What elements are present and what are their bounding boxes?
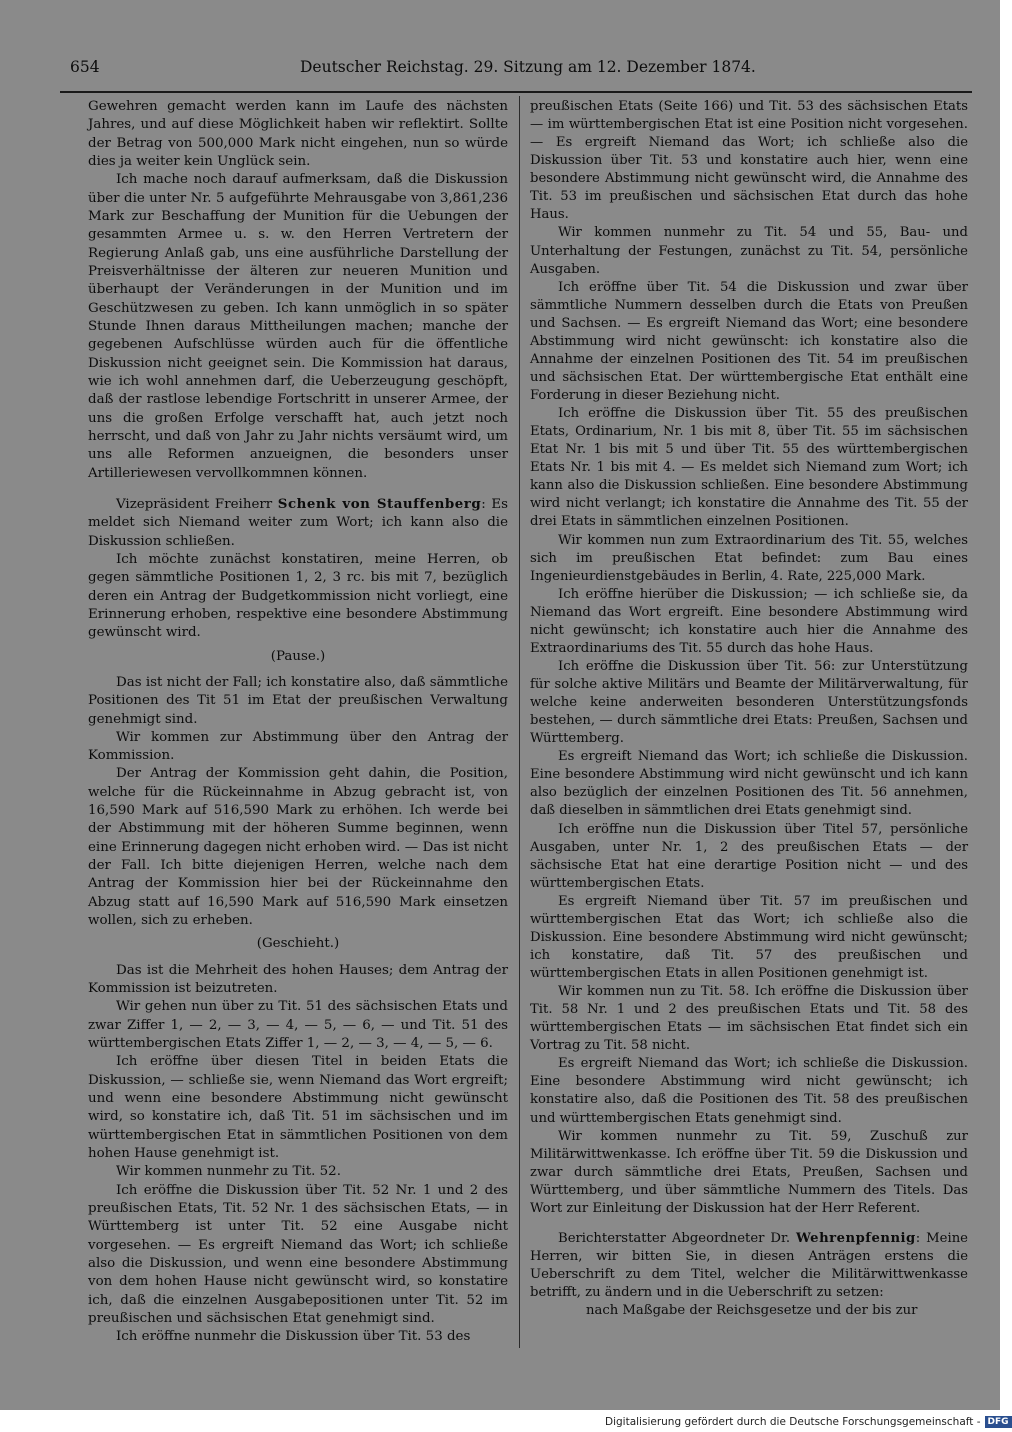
- paragraph: Das ist die Mehrheit des hohen Hauses; dem Antrag der Kommission ist beizutreten.: [88, 962, 508, 997]
- paragraph: Wir gehen nun über zu Tit. 51 des sächsischen Etats und zwar Ziffer 1, — 2, — 3, — 4, — 5, — 6, — und Tit. 51 des württembergischen Etats Ziffer 1, — 2, — 3, — 4, — 5, — 6.: [88, 999, 508, 1052]
- speaker-paragraph: [88, 495, 508, 551]
- paragraph: Der Antrag der Kommission geht dahin, die Position, welche für die Rückeinnahme in Abzug gebracht ist, von 16,590 Mark auf 516,590 Mark zu erhöhen. Ich werde bei der Abstimmung mit der höheren Summe beginnen, wenn eine Erinnerung dagegen nicht erhoben wird. — Das ist nicht der Fall. Ich bitte diejenigen Herren, welche nach dem Antrag der Kommission hier bei der Rückeinnahme den Abzug statt auf 16,590 Mark auf 516,590 Mark einsetzen wollen, sich zu erheben.: [88, 766, 508, 929]
- paragraph: Ich eröffne über Tit. 54 die Diskussion und zwar über sämmtliche Nummern desselben durch die Etats von Preußen und Sachsen. — Es ergreift Niemand das Wort; eine besondere Abstimmung wird nicht gewünscht: ich konstatire also die Annahme der einzelnen Positionen des Tit. 54 im preußischen und sächsischen Etat. Der württembergische Etat enthält eine Forderung in dieser Beziehung nicht.: [530, 279, 968, 403]
- column-divider: [519, 96, 520, 1348]
- speaker-text: : Meine Herren, wir bitten Sie, in diesen Anträgen erstens die Ueberschrift zu dem Titel, welcher die Militärwittwenkasse betrifft, zu ändern und in die Ueberschrift zu setzen:: [530, 1230, 968, 1301]
- paragraph: Ich eröffne über diesen Titel in beiden Etats die Diskussion, — schließe sie, wenn Niemand das Wort ergreift; und wenn eine besondere Abstimmung nicht gewünscht wird, so konstatire ich, daß Tit. 51 im sächsischen und im württembergischen Etat in sämmtlichen Positionen von dem hohen Hause genehmigt ist.: [88, 1054, 508, 1162]
- left-column: [88, 98, 508, 1347]
- stage-direction: (Pause.): [270, 648, 326, 664]
- paragraph: Ich eröffne die Diskussion über Tit. 55 des preußischen Etats, Ordinarium, Nr. 1 bis mit 8, über Tit. 55 im sächsischen Etat Nr. 1 bis mit 5 und über Tit. 55 des württembergischen Etats Nr. 1 bis mit 4. — Es meldet sich Niemand zum Wort; ich kann also die Diskussion schließen. Eine besondere Abstimmung wird nicht verlangt; ich konstatire die Annahme des Tit. 55 der drei Etats in sämmtlichen einzelnen Positionen.: [530, 406, 968, 530]
- paragraph: Ich eröffne nun die Diskussion über Titel 57, persönliche Ausgaben, unter Nr. 1, 2 des preußischen Etats — der sächsische Etat hat eine derartige Position nicht — und des württembergischen Etats.: [530, 821, 968, 891]
- header-rule: [60, 91, 972, 93]
- paragraph: Ich eröffne die Diskussion über Tit. 52 Nr. 1 und 2 des preußischen Etats, Tit. 52 Nr. 1 des sächsischen Etats, — in Württemberg ist unter Tit. 52 eine Ausgabe nicht vorgesehen. — Es ergreift Niemand das Wort; ich schließe also die Diskussion, und wenn eine besondere Abstimmung von dem hohen Hause nicht gewünscht wird, so konstatire ich, daß die einzelnen Ausgabepositionen unter Tit. 52 im preußischen und sächsischen Etat genehmigt sind.: [88, 1182, 508, 1326]
- dfg-logo: DFG: [985, 1416, 1012, 1428]
- paragraph: nach Maßgabe der Reichsgesetze und der bis zur: [586, 1303, 918, 1319]
- paragraph: Das ist nicht der Fall; ich konstatire also, daß sämmtliche Positionen des Tit 51 im Etat der preußischen Verwaltung genehmigt sind.: [88, 674, 508, 727]
- paragraph: Ich eröffne nunmehr die Diskussion über Tit. 53 des: [116, 1329, 471, 1345]
- paragraph: Wir kommen nunmehr zu Tit. 52.: [116, 1164, 341, 1180]
- credit-text: Digitalisierung gefördert durch die Deutsche Forschungsgemeinschaft -: [605, 1416, 981, 1428]
- digitization-credit: [605, 1412, 1009, 1432]
- speaker-role: Berichterstatter Abgeordneter Dr.: [558, 1230, 796, 1246]
- paragraph: Wir kommen nunmehr zu Tit. 54 und 55, Bau- und Unterhaltung der Festungen, zunächst zu Tit. 54, persönliche Ausgaben.: [530, 225, 968, 277]
- paragraph: Gewehren gemacht werden kann im Laufe des nächsten Jahres, und auf diese Möglichkeit haben wir reflektirt. Sollte der Betrag von 500,000 Mark nicht eingehen, nun so würde dies ja weiter kein Unglück sein.: [88, 99, 508, 169]
- paragraph: Wir kommen nun zum Extraordinarium des Tit. 55, welches sich im preußischen Etat befindet: zum Bau eines Ingenieurdienstgebäudes in Berlin, 4. Rate, 225,000 Mark.: [530, 532, 968, 584]
- paragraph: Wir kommen nun zu Tit. 58. Ich eröffne die Diskussion über Tit. 58 Nr. 1 und 2 des preußischen Etats und Tit. 58 des württembergischen Etats — im sächsischen Etat findet sich ein Vortrag zu Tit. 58 nicht.: [530, 984, 968, 1054]
- stage-direction: (Geschieht.): [256, 936, 340, 952]
- speaker-paragraph: [530, 1230, 968, 1302]
- speaker-name: Schenk von Stauffenberg: [277, 495, 482, 512]
- paragraph: Wir kommen zur Abstimmung über den Antrag der Kommission.: [88, 729, 508, 764]
- paragraph: Es ergreift Niemand über Tit. 57 im preußischen und württembergischen Etat das Wort; ich schließe also die Diskussion. Eine besondere Abstimmung wird nicht gewünscht; ich konstatire, daß Tit. 57 des preußischen und württembergischen Etats in allen Positionen genehmigt ist.: [530, 893, 968, 981]
- paragraph: Ich möchte zunächst konstatiren, meine Herren, ob gegen sämmtliche Positionen 1, 2, 3 rc. bis mit 7, bezüglich deren ein Antrag der Budgetkommission nicht vorliegt, eine Erinnerung erhoben, respektive eine besondere Abstimmung gewünscht wird.: [88, 551, 508, 641]
- paragraph: Ich mache noch darauf aufmerksam, daß die Diskussion über die unter Nr. 5 aufgeführte Mehrausgabe von 3,861,236 Mark zur Beschaffung der Munition für die Uebungen der gesammten Armee u. s. w. den Herren Vertretern der Regierung Anlaß gab, uns eine ausführliche Darstellung der Preisverhältnisse der älteren zur neueren Munition und überhaupt der Veränderungen in der Munition und im Geschützwesen zu geben. Ich kann unmöglich in so später Stunde Ihnen daraus Mittheilungen machen; manche der gegebenen Aufschlüsse würden auch für die öffentliche Diskussion nicht geeignet sein. Die Kommission hat daraus, wie ich wohl annehmen darf, die Ueberzeugung geschöpft, daß der rastlose lebendige Fortschritt in unserer Armee, der uns die großen Erfolge verschafft hat, auch jetzt noch herrscht, und daß von Jahr zu Jahr nichts versäumt wird, um uns alle Reformen anzueignen, die besonders unser Artilleriewesen vervollkommnen können.: [88, 172, 508, 481]
- paragraph: Es ergreift Niemand das Wort; ich schließe die Diskussion. Eine besondere Abstimmung wird nicht gewünscht und ich kann also bezüglich der einzelnen Positionen des Tit. 56 annehmen, daß dieselben in sämmtlichen drei Etats genehmigt sind.: [530, 749, 968, 819]
- paragraph: Es ergreift Niemand das Wort; ich schließe die Diskussion. Eine besondere Abstimmung wird nicht gewünscht; ich konstatire also, daß die Positionen des Tit. 58 des preußischen und württembergischen Etats genehmigt sind.: [530, 1056, 968, 1126]
- page-number: 654: [70, 58, 100, 76]
- paragraph: Wir kommen nunmehr zu Tit. 59, Zuschuß zur Militärwittwenkasse. Ich eröffne über Tit. 59 die Diskussion und zwar durch sämmtliche drei Etats, Preußen, Sachsen und Württemberg, und über sämmtliche Nummern des Titels. Das Wort zur Einleitung der Diskussion hat der Herr Referent.: [530, 1128, 968, 1216]
- speaker-role: Vizepräsident Freiherr: [116, 496, 278, 512]
- paragraph: Ich eröffne hierüber die Diskussion; — ich schließe sie, da Niemand das Wort ergreift. Eine besondere Abstimmung wird nicht gewünscht; ich konstatire auch hier die Annahme des Extraordinariums des Tit. 55 durch das hohe Haus.: [530, 586, 968, 656]
- page-header: [60, 56, 972, 78]
- paragraph: preußischen Etats (Seite 166) und Tit. 53 des sächsischen Etats — im württembergischen Etat ist eine Position nicht vorgesehen. — Es ergreift Niemand das Wort; ich schließe also die Diskussion über Tit. 53 und konstatire auch hier, wenn eine besondere Abstimmung nicht gewünscht wird, die Annahme des Tit. 53 im preußischen und sächsischen Etat durch das hohe Haus.: [530, 99, 968, 223]
- right-column: [530, 98, 968, 1320]
- speaker-text: : Es meldet sich Niemand weiter zum Wort; ich kann also die Diskussion schließen.: [88, 496, 508, 549]
- paragraph: Ich eröffne die Diskussion über Tit. 56: zur Unterstützung für solche aktive Militärs und Beamte der Militärverwaltung, für welche keine anderweiten besonderen Unterstützungsfonds bestehen, — durch sämmtliche drei Etats: Preußen, Sachsen und Württemberg.: [530, 658, 968, 747]
- running-title: Deutscher Reichstag. 29. Sitzung am 12. Dezember 1874.: [300, 58, 756, 76]
- speaker-name: Wehrenpfennig: [795, 1230, 916, 1246]
